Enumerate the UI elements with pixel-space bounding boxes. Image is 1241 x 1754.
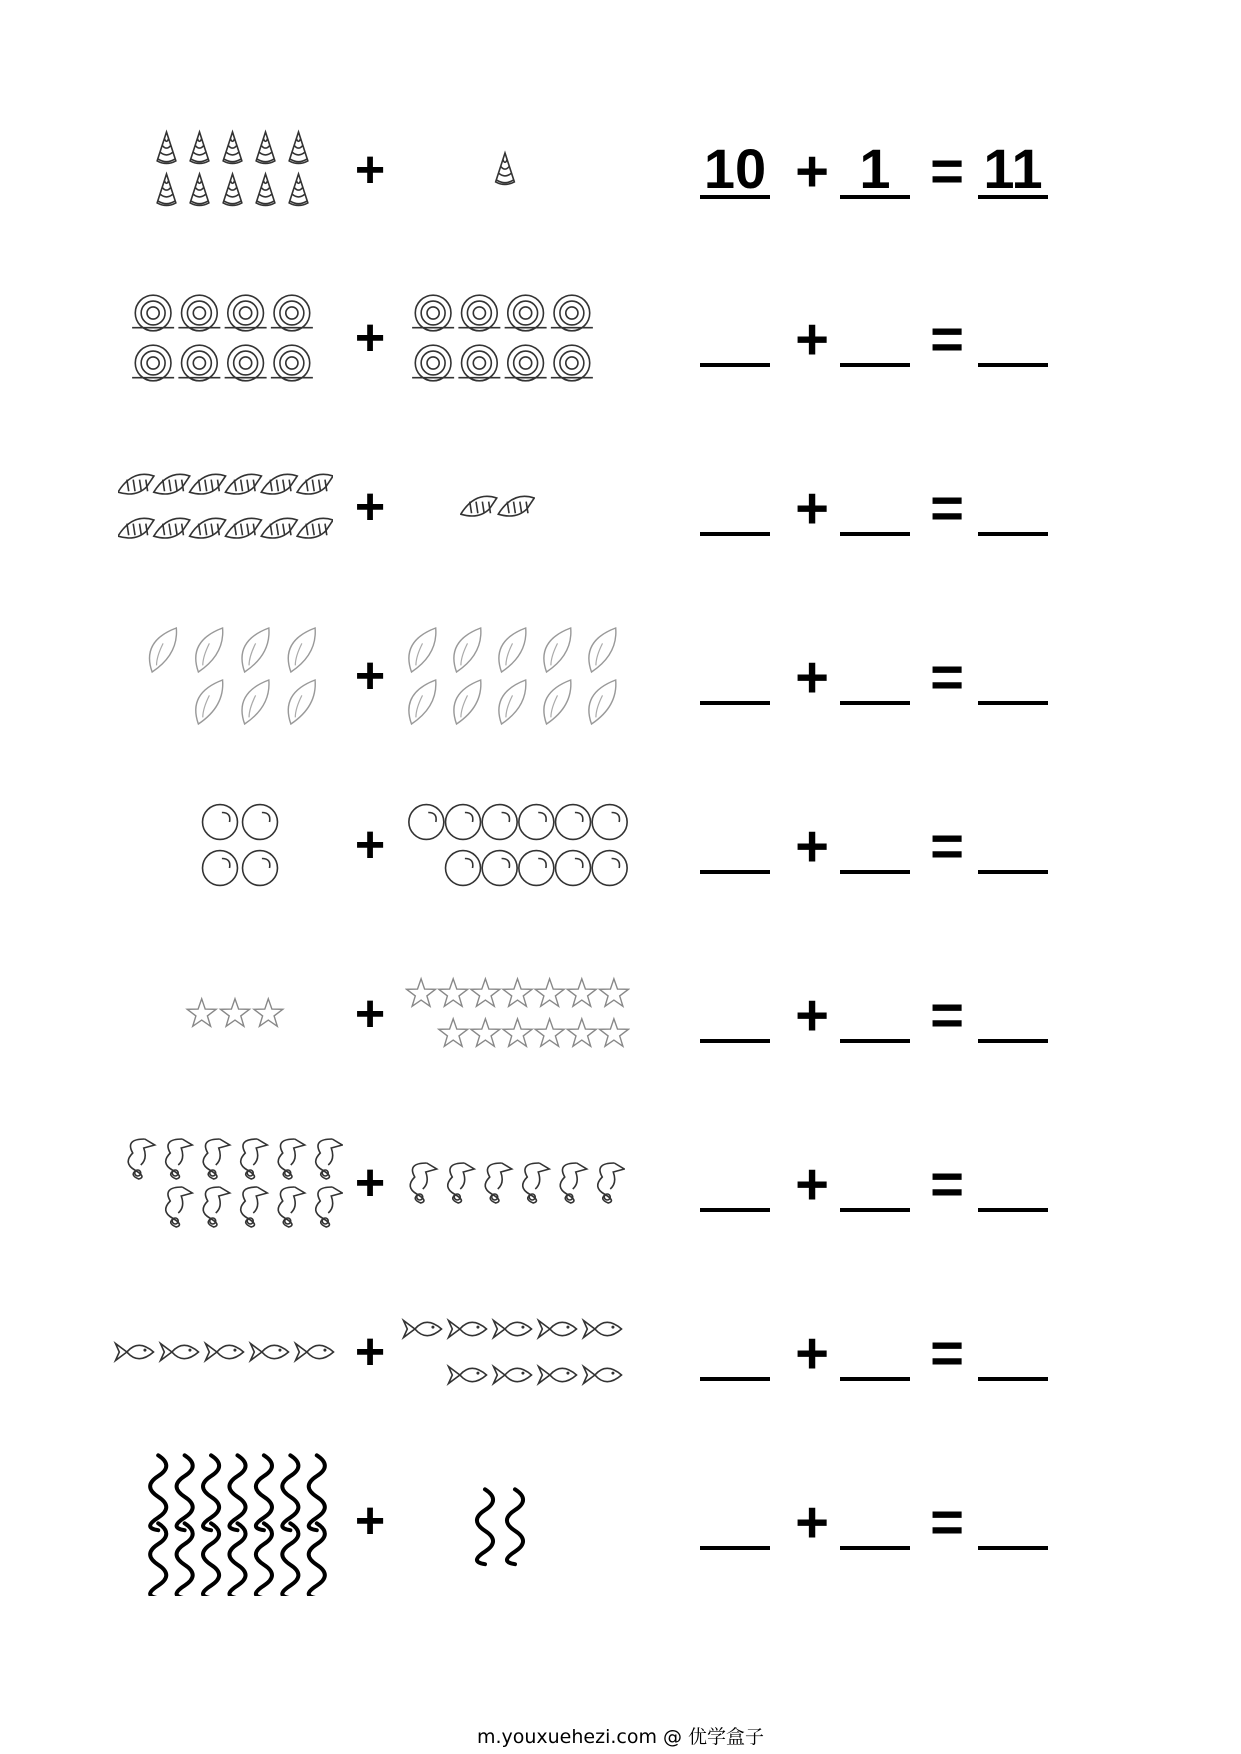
whelk-shell-icon xyxy=(288,680,315,724)
wave-icon xyxy=(507,1489,523,1564)
whelk-shell-icon xyxy=(196,628,223,672)
equation-plus-sign: + xyxy=(795,1490,829,1555)
right-icons xyxy=(405,939,630,1089)
spiral-shell-icon xyxy=(223,132,242,163)
left-picture-group xyxy=(140,601,325,751)
equation xyxy=(695,432,1095,582)
snail-shell-icon xyxy=(132,295,174,331)
seahorse-icon xyxy=(316,1187,343,1227)
picture-plus-sign: + xyxy=(354,309,386,367)
conch-shell-icon xyxy=(154,518,190,538)
starfish-icon xyxy=(600,979,629,1007)
wave-icon xyxy=(203,1523,219,1596)
wave-icon xyxy=(229,1523,245,1596)
right-icons xyxy=(410,263,595,413)
snail-shell-icon xyxy=(271,295,313,331)
right-picture-group xyxy=(460,432,535,582)
bubble-icon xyxy=(519,805,554,840)
snail-shell-icon xyxy=(458,345,500,381)
left-picture-group xyxy=(145,1446,330,1596)
addend-a-blank[interactable] xyxy=(700,309,770,367)
problem-row xyxy=(0,1108,1241,1258)
starfish-icon xyxy=(503,1019,532,1047)
snail-shell-icon xyxy=(132,345,174,381)
fish-icon xyxy=(116,1343,154,1360)
fish-icon xyxy=(539,1366,577,1383)
equation xyxy=(695,1277,1095,1427)
left-picture-group xyxy=(118,1108,343,1258)
equation-plus-sign: + xyxy=(795,307,829,372)
seahorse-icon xyxy=(316,1139,343,1179)
equals-sign: = xyxy=(930,645,964,710)
equation xyxy=(695,770,1095,920)
seahorse-icon xyxy=(203,1139,230,1179)
spiral-shell-icon xyxy=(289,132,308,163)
whelk-shell-icon xyxy=(409,680,436,724)
addend-a-blank[interactable]: 10 xyxy=(700,141,770,199)
conch-shell-icon xyxy=(498,496,534,516)
fish-icon xyxy=(404,1320,442,1337)
conch-shell-icon xyxy=(225,474,261,494)
conch-shell-icon xyxy=(190,518,226,538)
seahorse-icon xyxy=(128,1139,155,1179)
right-picture-group xyxy=(405,939,630,1089)
spiral-shell-icon xyxy=(256,174,275,205)
equation xyxy=(695,1446,1095,1596)
seahorse-icon xyxy=(241,1187,268,1227)
footer-watermark: m.youxuehezi.com @ 优学盒子 xyxy=(476,1726,765,1748)
bubble-icon xyxy=(482,851,517,886)
left-icons xyxy=(112,1277,337,1427)
starfish-icon xyxy=(254,999,283,1027)
problem-row xyxy=(0,95,1241,245)
bubble-icon xyxy=(592,851,627,886)
right-icons xyxy=(400,1277,625,1427)
left-picture-group xyxy=(185,939,285,1089)
fish-icon xyxy=(449,1366,487,1383)
spiral-shell-icon xyxy=(190,174,209,205)
equation xyxy=(695,95,1095,245)
bubble-icon xyxy=(446,851,481,886)
spiral-shell-icon xyxy=(256,132,275,163)
equals-sign: = xyxy=(930,139,964,204)
starfish-icon xyxy=(221,999,250,1027)
starfish-icon xyxy=(439,1019,468,1047)
spiral-shell-icon xyxy=(223,174,242,205)
bubble-icon xyxy=(203,851,238,886)
whelk-shell-icon xyxy=(499,628,526,672)
sum-blank[interactable] xyxy=(978,1323,1048,1381)
bubble-icon xyxy=(243,851,278,886)
starfish-icon xyxy=(439,979,468,1007)
equals-sign: = xyxy=(930,814,964,879)
fish-icon xyxy=(494,1320,532,1337)
right-icons xyxy=(408,770,628,920)
conch-shell-icon xyxy=(297,518,333,538)
whelk-shell-icon xyxy=(499,680,526,724)
starfish-icon xyxy=(503,979,532,1007)
starfish-icon xyxy=(600,1019,629,1047)
starfish-icon xyxy=(567,979,596,1007)
seahorse-icon xyxy=(278,1139,305,1179)
addend-b-blank[interactable] xyxy=(840,647,910,705)
sum-blank[interactable] xyxy=(978,1492,1048,1550)
left-icons xyxy=(200,770,280,920)
picture-plus-sign: + xyxy=(354,1323,386,1381)
equals-sign: = xyxy=(930,1321,964,1386)
whelk-shell-icon xyxy=(242,680,269,724)
equals-sign: = xyxy=(930,1490,964,1555)
left-picture-group xyxy=(130,263,315,413)
seahorse-icon xyxy=(166,1187,193,1227)
seahorse-icon xyxy=(203,1187,230,1227)
spiral-shell-icon xyxy=(157,132,176,163)
equation-plus-sign: + xyxy=(795,1321,829,1386)
wave-icon xyxy=(309,1455,325,1530)
picture-plus-sign: + xyxy=(354,985,386,1043)
starfish-icon xyxy=(567,1019,596,1047)
right-picture-group xyxy=(485,95,525,245)
problem-row xyxy=(0,939,1241,1089)
whelk-shell-icon xyxy=(288,628,315,672)
fish-icon xyxy=(251,1343,289,1360)
left-picture-group xyxy=(150,95,315,245)
starfish-icon xyxy=(471,1019,500,1047)
left-icons xyxy=(185,939,285,1089)
whelk-shell-icon xyxy=(544,680,571,724)
addend-b-blank[interactable] xyxy=(840,478,910,536)
wave-icon xyxy=(150,1455,166,1530)
wave-icon xyxy=(177,1455,193,1530)
left-picture-group xyxy=(112,1277,337,1427)
starfish-icon xyxy=(535,1019,564,1047)
wave-icon xyxy=(256,1455,272,1530)
conch-shell-icon xyxy=(118,474,154,494)
equals-sign: = xyxy=(930,1152,964,1217)
right-picture-group xyxy=(470,1446,530,1596)
seahorse-icon xyxy=(598,1163,625,1203)
equation xyxy=(695,1108,1095,1258)
starfish-icon xyxy=(535,979,564,1007)
bubble-icon xyxy=(519,851,554,886)
right-icons xyxy=(400,601,625,751)
sum-blank[interactable] xyxy=(978,309,1048,367)
picture-plus-sign: + xyxy=(354,647,386,705)
starfish-icon xyxy=(471,979,500,1007)
seahorse-icon xyxy=(523,1163,550,1203)
bubble-icon xyxy=(243,805,278,840)
starfish-icon xyxy=(407,979,436,1007)
addend-a-blank[interactable] xyxy=(700,985,770,1043)
addend-b-blank[interactable] xyxy=(840,1154,910,1212)
snail-shell-icon xyxy=(225,295,267,331)
left-picture-group xyxy=(118,432,333,582)
conch-shell-icon xyxy=(154,474,190,494)
addend-a-blank[interactable] xyxy=(700,478,770,536)
conch-shell-icon xyxy=(261,518,297,538)
problem-row xyxy=(0,770,1241,920)
conch-shell-icon xyxy=(461,496,497,516)
snail-shell-icon xyxy=(271,345,313,381)
fish-icon xyxy=(584,1366,622,1383)
seahorse-icon xyxy=(485,1163,512,1203)
snail-shell-icon xyxy=(412,345,454,381)
picture-plus-sign: + xyxy=(354,1492,386,1550)
wave-icon xyxy=(477,1489,493,1564)
wave-icon xyxy=(229,1455,245,1530)
left-icons xyxy=(130,263,315,413)
equation xyxy=(695,601,1095,751)
seahorse-icon xyxy=(560,1163,587,1203)
fish-icon xyxy=(161,1343,199,1360)
whelk-shell-icon xyxy=(454,628,481,672)
problem-row xyxy=(0,1446,1241,1596)
sum-blank[interactable] xyxy=(978,647,1048,705)
equation-plus-sign: + xyxy=(795,476,829,541)
left-icons xyxy=(118,432,333,582)
snail-shell-icon xyxy=(178,345,220,381)
seahorse-icon xyxy=(166,1139,193,1179)
right-icons xyxy=(460,432,535,582)
left-picture-group xyxy=(200,770,280,920)
wave-icon xyxy=(309,1523,325,1596)
picture-plus-sign: + xyxy=(354,1154,386,1212)
conch-shell-icon xyxy=(297,474,333,494)
addend-b-blank[interactable] xyxy=(840,985,910,1043)
equation-plus-sign: + xyxy=(795,139,829,204)
sum-blank[interactable] xyxy=(978,816,1048,874)
right-picture-group xyxy=(400,601,625,751)
conch-shell-icon xyxy=(118,518,154,538)
wave-icon xyxy=(177,1523,193,1596)
conch-shell-icon xyxy=(225,518,261,538)
whelk-shell-icon xyxy=(409,628,436,672)
bubble-icon xyxy=(482,805,517,840)
addend-b-blank[interactable]: 1 xyxy=(840,141,910,199)
problem-row xyxy=(0,1277,1241,1427)
bubble-icon xyxy=(592,805,627,840)
right-icons xyxy=(485,95,525,245)
snail-shell-icon xyxy=(458,295,500,331)
sum-blank[interactable]: 11 xyxy=(978,141,1048,199)
equation-plus-sign: + xyxy=(795,983,829,1048)
snail-shell-icon xyxy=(412,295,454,331)
equals-sign: = xyxy=(930,476,964,541)
seahorse-icon xyxy=(278,1187,305,1227)
starfish-icon xyxy=(187,999,216,1027)
addend-a-blank[interactable] xyxy=(700,1154,770,1212)
fish-icon xyxy=(296,1343,334,1360)
right-icons xyxy=(470,1446,530,1596)
addend-a-blank[interactable] xyxy=(700,1323,770,1381)
wave-icon xyxy=(203,1455,219,1530)
sum-blank[interactable] xyxy=(978,1154,1048,1212)
equation xyxy=(695,263,1095,413)
fish-icon xyxy=(449,1320,487,1337)
equation-plus-sign: + xyxy=(795,814,829,879)
bubble-icon xyxy=(409,805,444,840)
whelk-shell-icon xyxy=(150,628,177,672)
snail-shell-icon xyxy=(505,345,547,381)
wave-icon xyxy=(256,1523,272,1596)
equals-sign: = xyxy=(930,307,964,372)
conch-shell-icon xyxy=(190,474,226,494)
addend-b-blank[interactable] xyxy=(840,309,910,367)
spiral-shell-icon xyxy=(190,132,209,163)
addend-a-blank[interactable] xyxy=(700,816,770,874)
wave-icon xyxy=(282,1523,298,1596)
snail-shell-icon xyxy=(551,345,593,381)
fish-icon xyxy=(584,1320,622,1337)
equation xyxy=(695,939,1095,1089)
right-picture-group xyxy=(400,1108,625,1258)
fish-icon xyxy=(494,1366,532,1383)
right-picture-group xyxy=(408,770,628,920)
equation-plus-sign: + xyxy=(795,645,829,710)
equation-plus-sign: + xyxy=(795,1152,829,1217)
picture-plus-sign: + xyxy=(354,478,386,536)
whelk-shell-icon xyxy=(454,680,481,724)
snail-shell-icon xyxy=(178,295,220,331)
picture-plus-sign: + xyxy=(354,141,386,199)
addend-b-blank[interactable] xyxy=(840,1492,910,1550)
spiral-shell-icon xyxy=(289,174,308,205)
right-picture-group xyxy=(400,1277,625,1427)
wave-icon xyxy=(282,1455,298,1530)
bubble-icon xyxy=(556,851,591,886)
left-icons xyxy=(145,1446,330,1596)
left-icons xyxy=(150,95,315,245)
snail-shell-icon xyxy=(505,295,547,331)
left-icons xyxy=(140,601,325,751)
sum-blank[interactable] xyxy=(978,478,1048,536)
addend-b-blank[interactable] xyxy=(840,816,910,874)
problem-row xyxy=(0,601,1241,751)
spiral-shell-icon xyxy=(157,174,176,205)
snail-shell-icon xyxy=(551,295,593,331)
seahorse-icon xyxy=(448,1163,475,1203)
whelk-shell-icon xyxy=(196,680,223,724)
whelk-shell-icon xyxy=(589,680,616,724)
right-icons xyxy=(400,1108,625,1258)
whelk-shell-icon xyxy=(242,628,269,672)
addend-b-blank[interactable] xyxy=(840,1323,910,1381)
wave-icon xyxy=(150,1523,166,1596)
snail-shell-icon xyxy=(225,345,267,381)
fish-icon xyxy=(539,1320,577,1337)
equals-sign: = xyxy=(930,983,964,1048)
sum-blank[interactable] xyxy=(978,985,1048,1043)
bubble-icon xyxy=(556,805,591,840)
problem-row xyxy=(0,432,1241,582)
problem-row xyxy=(0,263,1241,413)
left-icons xyxy=(118,1108,343,1258)
addend-a-blank[interactable] xyxy=(700,1492,770,1550)
fish-icon xyxy=(206,1343,244,1360)
seahorse-icon xyxy=(241,1139,268,1179)
whelk-shell-icon xyxy=(544,628,571,672)
spiral-shell-icon xyxy=(496,153,515,184)
picture-plus-sign: + xyxy=(354,816,386,874)
bubble-icon xyxy=(203,805,238,840)
right-picture-group xyxy=(410,263,595,413)
conch-shell-icon xyxy=(261,474,297,494)
addend-a-blank[interactable] xyxy=(700,647,770,705)
seahorse-icon xyxy=(410,1163,437,1203)
bubble-icon xyxy=(446,805,481,840)
whelk-shell-icon xyxy=(589,628,616,672)
